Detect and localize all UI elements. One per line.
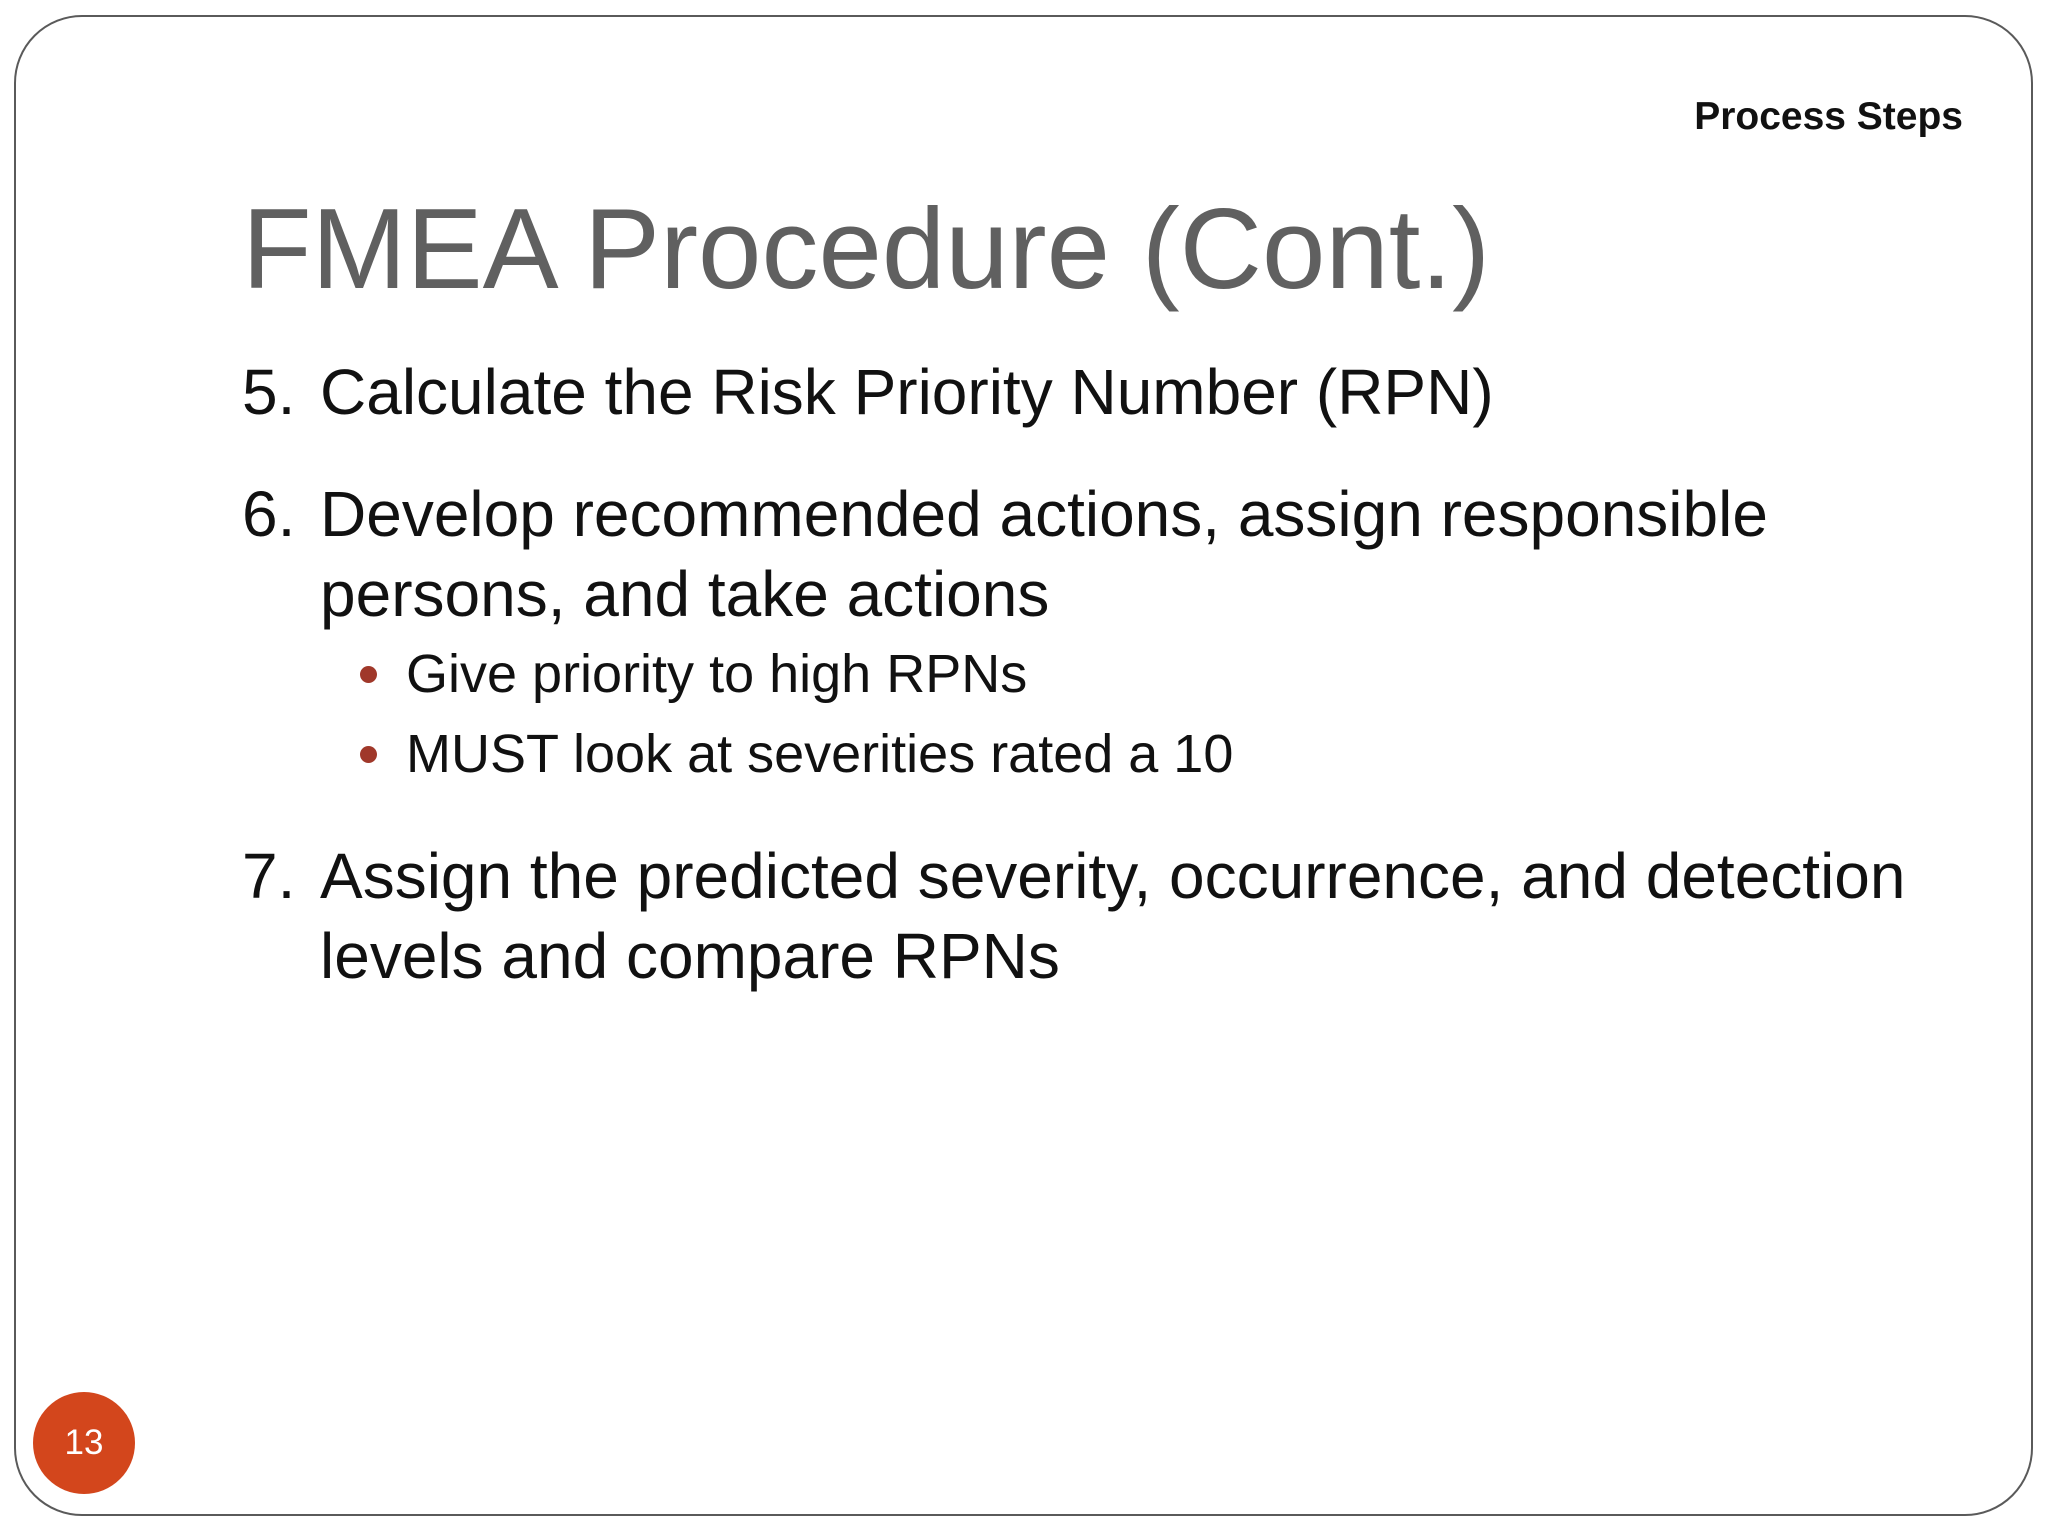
page-number-badge (33, 1392, 135, 1494)
step-number: 7. (242, 840, 296, 912)
bullet-dot-icon (360, 746, 377, 763)
step-6 (242, 474, 1922, 634)
subpoint-list (242, 634, 1922, 794)
step-7 (242, 836, 1922, 996)
section-label: Process Steps (1694, 95, 1963, 138)
step-text: Calculate the Risk Priority Number (RPN) (320, 356, 1494, 428)
step-number: 6. (242, 478, 296, 550)
step-body (320, 836, 1922, 996)
step-body (320, 352, 1922, 432)
step-number: 5. (242, 356, 296, 428)
subpoint-item (242, 714, 1922, 794)
slide-title: FMEA Procedure (Cont.) (242, 186, 1491, 313)
step-text: Assign the predicted severity, occurrence, and detection levels and compare RPNs (320, 840, 1906, 992)
slide-frame (14, 15, 2033, 1516)
step-text: Develop recommended actions, assign responsible persons, and take actions (320, 478, 1768, 630)
subpoint-item (242, 634, 1922, 714)
subpoint-text: MUST look at severities rated a 10 (406, 724, 1234, 784)
step-body (320, 474, 1922, 634)
subpoint-text: Give priority to high RPNs (406, 644, 1028, 704)
step-5 (242, 352, 1922, 432)
step-list (242, 352, 1922, 1038)
step-6-subpoints (242, 634, 1922, 794)
page-number: 13 (64, 1423, 104, 1462)
bullet-dot-icon (360, 666, 377, 683)
